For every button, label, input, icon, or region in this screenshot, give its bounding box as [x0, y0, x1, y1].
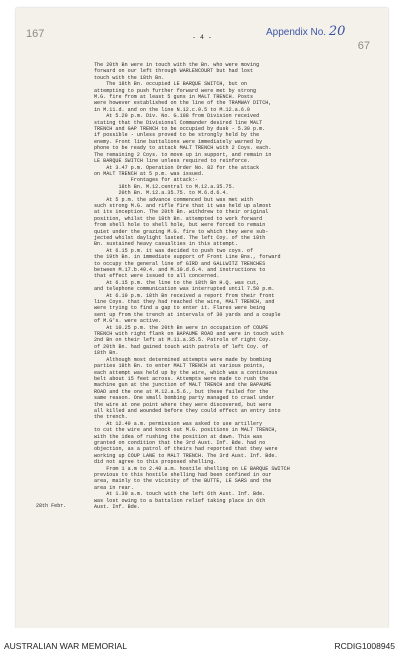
- text-line: at its inception. The 20th Bn. withdrew to their original: [94, 209, 269, 216]
- text-line: touch with the 18th Bn.: [94, 74, 165, 81]
- document-page: [16, 8, 388, 628]
- text-line: jected whilst daylight lasted. The left Coy. of the 18th: [94, 234, 266, 241]
- margin-date-note: 28th Febr.: [36, 503, 67, 509]
- text-line: From 1 a.m to 2.40 a.m. hostile shelling on LE BARQUE SWITCH: [94, 465, 290, 472]
- text-line: position, whilst the 18th Bn. attempted to work forward: [94, 215, 263, 222]
- page-number: - 4 -: [192, 34, 212, 41]
- footer-record-id: RCDIG1008945: [334, 641, 395, 651]
- text-line: was lost owing to a battalion relief taking place in 6th: [94, 497, 266, 504]
- text-line: LE BARQUE SWITCH line unless required to reinforce.: [94, 158, 250, 165]
- text-line: At 6.10 p.m. 18th Bn received a report from their front: [94, 292, 275, 299]
- text-line: objection, as a patrol of theirs had reported that they were: [94, 446, 278, 453]
- text-line: At 3.47 p.m. Operation Order No. 82 for the attack: [94, 164, 260, 171]
- text-line: such strong M.G. and rifle fire that it was held up almost: [94, 202, 272, 209]
- text-line: phone to be ready to attack MALT TRENCH with 2 Coys. each.: [94, 145, 272, 152]
- text-line: At 10.25 p.m. the 20th Bn were in occupation of COUPE: [94, 324, 269, 331]
- text-line: working up COUP LANE to MALT TRENCH. The 3rd Aust. Inf. Bde.: [94, 452, 278, 459]
- text-line: At 5.20 p.m. Div. No. G.188 from Division received: [94, 113, 260, 120]
- text-line: quiet under the grazing M.G. fire to which they were sub-: [94, 228, 269, 235]
- text-line: 18th Bn. M.12.central to M.12.a.35.75.: [94, 183, 235, 190]
- text-line: Aust. Inf. Bde.: [94, 504, 140, 511]
- text-line: TRENCH with right flank on BAPAUME ROAD and were in touch with: [94, 331, 284, 338]
- text-line: stating that the Divisional Commander desired line MALT: [94, 119, 263, 126]
- text-line: Frontages for attack:-: [94, 177, 198, 184]
- text-line: At 5 p.m. the advance commenced but was met with: [94, 196, 254, 203]
- text-line: machine gun at the junction of MALT TRENCH and the BAPAUME: [94, 382, 272, 389]
- text-line: of 20th Bn. had gained touch with patrols of left Coy. of: [94, 343, 269, 350]
- text-line: area, mainly to the vicinity of the BUTTE, LE SARS and the: [94, 478, 272, 485]
- text-line: attempting to push further forward were met by strong: [94, 87, 257, 94]
- text-line: granted on condition that the 3rd Aust. Inf. Bde. had no: [94, 439, 266, 446]
- text-line: line Coys. that they had reached the wire, MALT TRENCH, and: [94, 299, 275, 306]
- text-line: enemy. Front line battalions were immediately warned by: [94, 138, 263, 145]
- text-line: from shell hole to shell hole, but were forced to remain: [94, 222, 266, 229]
- text-line: each attempt was held up by the wire, which was a continuous: [94, 369, 278, 376]
- text-line: At 12.40 a.m. permission was asked to use artillery: [94, 420, 263, 427]
- text-line: the trench.: [94, 414, 128, 421]
- text-line: the 19th Bn. in immediate support of Front Line Bns., forward: [94, 254, 281, 261]
- text-line: sent up from the trench at intervals of 30 yards and a couple: [94, 311, 281, 318]
- war-diary-text: [94, 62, 394, 510]
- text-line: Bn. sustained heavy casualties in this attempt.: [94, 241, 238, 248]
- text-line: to cut the wire and knock out M.G. positions in MALT TRENCH,: [94, 427, 278, 434]
- text-line: were trying to find a gap to enter it. Flares were being: [94, 305, 266, 312]
- text-line: forward on our left through WARLENCOURT but had lost: [94, 68, 254, 75]
- text-line: did not agree to this proposed shelling.: [94, 459, 217, 466]
- footer-archive-name: AUSTRALIAN WAR MEMORIAL: [4, 641, 127, 651]
- text-line: if possible - unless proved to be strongly held by the: [94, 132, 260, 139]
- text-line: TRENCH and GAP TRENCH to be occupied by dusk - 5.30 p.m.: [94, 126, 266, 133]
- text-line: with the idea of rushing the position at dawn. This was: [94, 433, 263, 440]
- text-line: At 1.30 a.m. touch with the left 6th Aust. Inf. Bde.: [94, 491, 266, 498]
- text-line: to occupy the general line of GIRD and GALLWITZ TRENCHES: [94, 260, 266, 267]
- text-line: all killed and wounded before they could effect an entry into: [94, 407, 281, 414]
- text-line: The remaining 2 Coys. to move up in support, and remain in: [94, 151, 272, 158]
- text-line: same reason. One small bombing party managed to crawl under: [94, 395, 275, 402]
- corner-folio-right: 67: [357, 40, 370, 52]
- text-line: M.G. fire from at least 5 guns in MALT TRENCH. Posts: [94, 94, 254, 101]
- text-line: on MALT TRENCH at 5 p.m. was issued.: [94, 170, 205, 177]
- text-line: 20th Bn. M.12.a.35.75. to M.6.d.6.4.: [94, 190, 229, 197]
- text-line: 18th Bn.: [94, 350, 119, 357]
- text-line: At 6.15 p.m. it was decided to push two coys. of: [94, 247, 254, 254]
- corner-folio-left: 167: [26, 28, 45, 40]
- text-line: were however established on the line of the TRAMWAY DITCH,: [94, 100, 272, 107]
- text-line: in M.11.d. and on the line N.12.c.0.5 to M.12.a.6.0: [94, 106, 250, 113]
- text-line: between M.17.b.40.4. and M.10.d.6.4. and instructions to: [94, 267, 266, 273]
- appendix-number: 20: [328, 24, 346, 39]
- text-line: parties 18th Bn. to enter MALT TRENCH at various points,: [94, 363, 266, 370]
- text-line: area in rear.: [94, 484, 134, 491]
- text-line: The 18th Bn. occupied LE BARQUE SWITCH, but on: [94, 81, 247, 88]
- text-line: The 20th Bn were in touch with the Bn. who were moving: [94, 62, 260, 68]
- archive-footer: [0, 628, 401, 654]
- text-line: that effect were issued to all concerned.: [94, 273, 220, 280]
- appendix-label: Appendix No.: [266, 27, 327, 38]
- text-line: the wire at one point where they were discovered, but were: [94, 401, 272, 408]
- text-line: and telephone communication was interrupted until 7.50 p.m.: [94, 286, 275, 293]
- text-line: previous to this hostile shelling had been confined in our: [94, 472, 272, 478]
- text-line: 2nd Bn on their left at M.11.a.35.5. Patrols of right Coy.: [94, 337, 272, 344]
- text-line: belt about 15 feet across. Attempts were made to rush the: [94, 375, 269, 382]
- text-line: ROAD and the one at M.12.a.5.6., but these failed for the: [94, 388, 269, 395]
- text-line: At 6.15 p.m. the line to the 18th Bn H.Q. was cut,: [94, 279, 260, 286]
- text-line: Although most determined attempts were made by bombing: [94, 356, 272, 363]
- text-line: of M.G's. were active.: [94, 318, 162, 325]
